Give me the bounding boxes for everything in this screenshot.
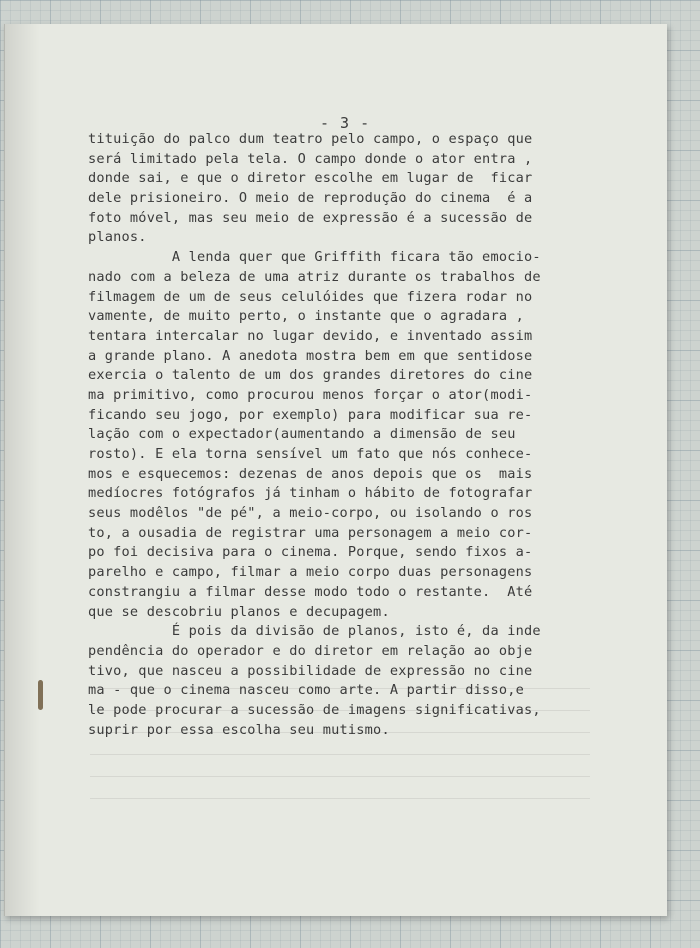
text-line: É pois da divisão de planos, isto é, da inde [88,623,541,640]
text-line: donde sai, e que o diretor escolhe em lugar de ficar [88,170,533,187]
text-line: será limitado pela tela. O campo donde o ator entra , [88,150,533,167]
text-line: a grande plano. A anedota mostra bem em que sentidose [88,347,533,364]
text-line: tivo, que nasceu a possibilidade de expressão no cine [88,662,533,679]
text-line: medíocres fotógrafos já tinham o hábito de fotografar [88,485,533,502]
page-number: - 3 - [320,114,371,132]
text-line: lação com o expectador(aumentando a dimensão de seu [88,426,516,443]
text-line: ficando seu jogo, por exemplo) para modificar sua re- [88,406,533,423]
text-line: ma primitivo, como procurou menos forçar o ator(modi- [88,386,533,403]
text-line: dele prisioneiro. O meio de reprodução do cinema é a [88,190,533,207]
text-line: parelho e campo, filmar a meio corpo duas personagens [88,564,533,581]
text-line: filmagem de um de seus celulóides que fizera rodar no [88,288,533,305]
text-line: que se descobriu planos e decupagem. [88,603,390,620]
text-line: ma - que o cinema nasceu como arte. A partir disso,e [88,682,524,699]
text-line: exercia o talento de um dos grandes diretores do cine [88,367,533,384]
text-line: planos. [88,229,147,246]
text-line: tentara intercalar no lugar devido, e inventado assim [88,327,533,344]
text-line: vamente, de muito perto, o instante que o agradara , [88,308,524,325]
text-line: nado com a beleza de uma atriz durante os trabalhos de [88,268,541,285]
text-line: foto móvel, mas seu meio de expressão é a sucessão de [88,209,533,226]
text-line: le pode procurar a sucessão de imagens significativas, [88,701,541,718]
text-line: rosto). E ela torna sensível um fato que nós conhece- [88,446,533,462]
text-line: suprir por essa escolha seu mutismo. [88,721,390,738]
text-line: tituição do palco dum teatro pelo campo, o espaço que [88,131,533,147]
text-line: mos e esquecemos: dezenas de anos depois que os mais [88,465,533,482]
text-line: po foi decisiva para o cinema. Porque, sendo fixos a- [88,544,533,561]
binding-mark [38,680,43,710]
typewritten-body [88,130,578,740]
text-line: seus modêlos "de pé", a meio-corpo, ou isolando o ros [88,505,533,522]
page-fold-shadow [4,24,40,916]
text-line: A lenda quer que Griffith ficara tão emocio- [88,249,541,266]
text-line: pendência do operador e do diretor em relação ao obje [88,642,533,659]
text-line: constrangiu a filmar desse modo todo o restante. Até [88,583,533,600]
text-line: to, a ousadia de registrar uma personagem a meio cor- [88,524,533,541]
